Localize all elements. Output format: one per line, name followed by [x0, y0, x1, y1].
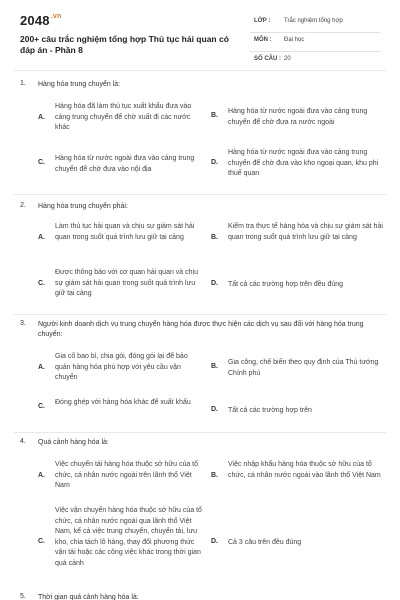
meta-count-value: 20 — [284, 56, 291, 62]
option-text: Gia cố bao bì, chia gói, đóng gói lại để bảo quản hàng hóa phù hợp với yêu cầu vận chuyển — [55, 353, 188, 381]
option-letter: C. — [38, 280, 45, 287]
option-c[interactable] — [38, 268, 206, 302]
logo-suffix: .vn — [50, 13, 62, 20]
option-text: Tất cả các trường hợp trên đều đúng — [228, 281, 344, 288]
option-b[interactable] — [211, 460, 381, 494]
option-letter: B. — [211, 363, 218, 370]
option-b[interactable] — [211, 107, 381, 131]
question-number: 3. — [20, 320, 26, 327]
document-title: 200+ câu trắc nghiệm tổng hợp Thủ tục hải quan có đáp án - Phần 8 — [20, 34, 229, 55]
logo-brand: 2048 — [20, 13, 50, 28]
option-letter: D. — [211, 406, 218, 413]
question-3 — [0, 320, 400, 432]
option-text: Gia công, chế biến theo quy định của Thủ tướng Chính phủ — [228, 359, 379, 377]
header-divider — [14, 70, 386, 71]
question-2 — [0, 202, 400, 312]
option-c[interactable] — [38, 506, 206, 582]
option-letter: A. — [38, 234, 45, 241]
question-number: 2. — [20, 202, 26, 209]
question-4 — [0, 438, 400, 588]
option-b[interactable] — [211, 358, 381, 382]
question-divider — [14, 432, 386, 433]
question-number: 4. — [20, 438, 26, 445]
option-d[interactable] — [211, 538, 381, 552]
option-text: Cả 3 câu trên đều đúng — [228, 539, 302, 546]
option-text: Làm thủ tục hải quan và chịu sự giám sát hải quan trong suốt quá trình lưu giữ tại cảng — [55, 223, 195, 241]
site-logo[interactable] — [20, 13, 61, 28]
meta-class-row — [250, 14, 380, 33]
question-text: Hàng hóa trung chuyển là: — [38, 81, 121, 88]
meta-class-label: LỚP : — [254, 18, 271, 24]
option-a[interactable] — [38, 222, 206, 256]
option-letter: C. — [38, 159, 45, 166]
option-letter: A. — [38, 472, 45, 479]
option-text: Việc chuyển tải hàng hóa thuộc sở hữu của tổ chức, cá nhân nước ngoài trên lãnh thổ Việt Nam — [55, 461, 199, 489]
option-letter: D. — [211, 538, 218, 545]
option-text: Đóng ghép với hàng hóa khác để xuất khẩu — [55, 399, 191, 406]
option-letter: B. — [211, 234, 218, 241]
option-letter: B. — [211, 472, 218, 479]
meta-count-row — [250, 52, 380, 71]
document-header — [0, 0, 400, 70]
option-a[interactable] — [38, 102, 206, 136]
question-text: Quá cảnh hàng hóa là: — [38, 439, 109, 446]
option-a[interactable] — [38, 352, 206, 386]
meta-subject-row — [250, 33, 380, 52]
option-d[interactable] — [211, 148, 381, 182]
option-letter: A. — [38, 114, 45, 121]
option-text: Việc vận chuyển hàng hóa thuộc sở hữu của tổ chức, cá nhân nước ngoài qua lãnh thổ Việt Nam, kể cả việc trung chuyển, chuyển tải, lưu kho, chia tách lô hàng, thay đổi phương thức vận tải hoặc các công việc khác trong thời gian quá cảnh — [55, 507, 202, 567]
option-c[interactable] — [38, 398, 206, 422]
option-a[interactable] — [38, 460, 206, 494]
option-b[interactable] — [211, 222, 381, 256]
option-c[interactable] — [38, 154, 206, 178]
question-text: Hàng hóa trung chuyển phải: — [38, 203, 128, 210]
question-5 — [0, 593, 400, 600]
option-text: Kiểm tra thực tế hàng hóa và chịu sự giám sát hải quan trong suốt quá trình lưu giữ tại cảng — [228, 223, 383, 241]
question-text: Thời gian quá cảnh hàng hóa là: — [38, 594, 139, 600]
option-d[interactable] — [211, 406, 381, 420]
question-number: 1. — [20, 80, 26, 87]
meta-subject-value: Đại học — [284, 37, 305, 43]
document-meta — [250, 14, 380, 71]
option-letter: D. — [211, 159, 218, 166]
question-number: 5. — [20, 593, 26, 600]
option-text: Hàng hóa đã làm thủ tục xuất khẩu đưa vào cảng trung chuyển để chờ xuất đi các nước khác — [55, 103, 192, 131]
option-letter: D. — [211, 280, 218, 287]
option-text: Hàng hóa từ nước ngoài đưa vào cảng trung chuyển để chờ đưa vào kho ngoại quan, khu phi thuế quan — [228, 149, 379, 177]
option-letter: B. — [211, 112, 218, 119]
option-letter: C. — [38, 538, 45, 545]
question-1 — [0, 80, 400, 190]
option-text: Hàng hóa từ nước ngoài đưa vào cảng trung chuyển để chờ đưa vào nội địa — [55, 155, 195, 173]
option-text: Việc nhập khẩu hàng hóa thuộc sở hữu của tổ chức, cá nhân nước ngoài vào lãnh thổ Việt Nam — [228, 461, 381, 479]
question-text: Người kinh doanh dịch vụ trung chuyển hàng hóa được thực hiện các dịch vụ sau đối với hàng hóa trung chuyển: — [38, 321, 364, 338]
option-text: Tất cả các trường hợp trên — [228, 407, 312, 414]
meta-subject-label: MÔN : — [254, 37, 272, 43]
option-text: Hàng hóa từ nước ngoài đưa vào cảng trung chuyển để chờ đưa ra nước ngoài — [228, 108, 368, 126]
question-divider — [14, 314, 386, 315]
option-d[interactable] — [211, 280, 381, 294]
option-letter: A. — [38, 364, 45, 371]
option-text: Được thông báo với cơ quan hải quan và chịu sự giám sát hải quan trong suốt quá trình lưu giữ tại cảng — [55, 269, 198, 297]
question-divider — [14, 194, 386, 195]
meta-count-label: SỐ CÂU : — [254, 56, 281, 62]
meta-class-value: Trắc nghiệm tổng hợp — [284, 18, 343, 24]
option-letter: C. — [38, 403, 45, 410]
